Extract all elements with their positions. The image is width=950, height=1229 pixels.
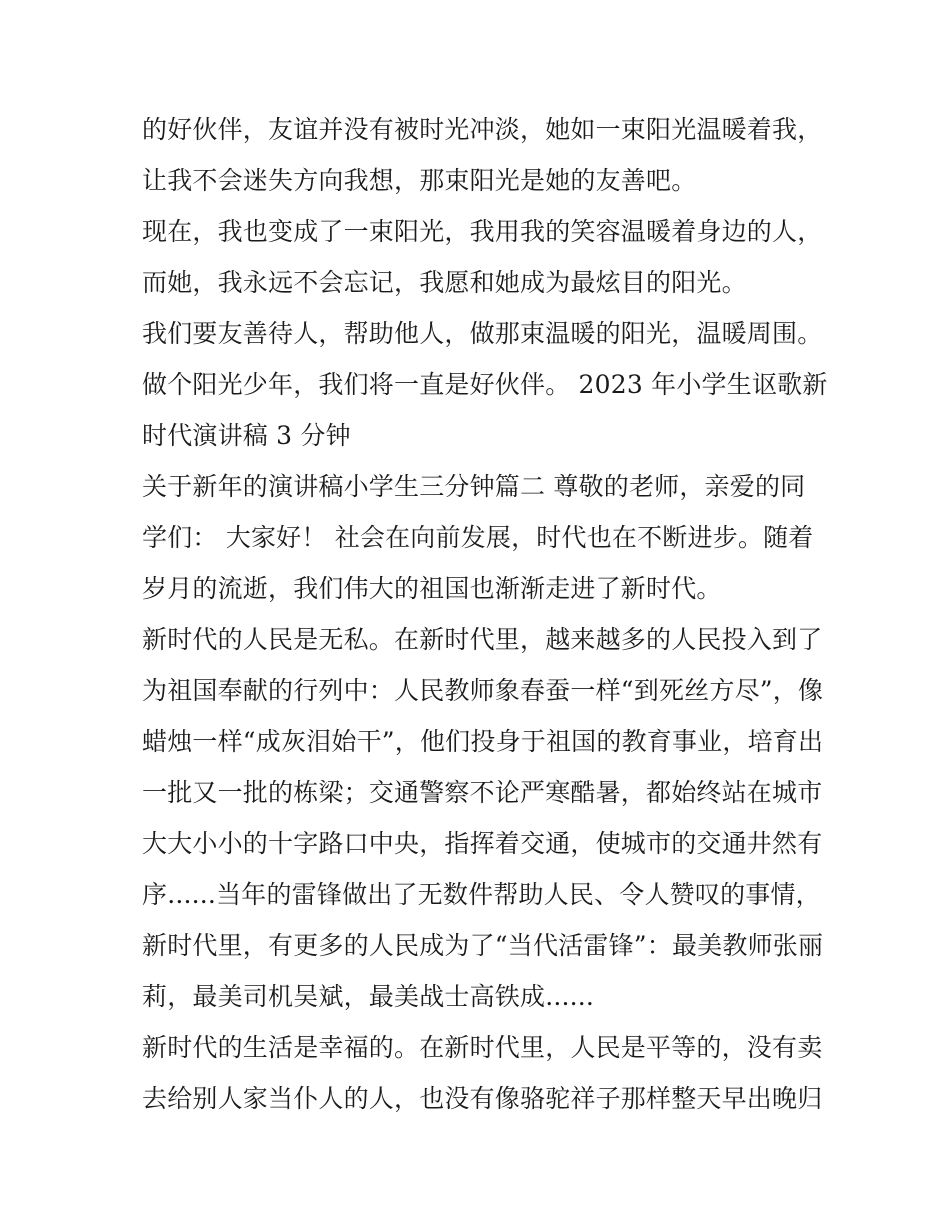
text-line: 大大小小的十字路口中央，指挥着交通，使城市的交通井然有 xyxy=(142,829,823,858)
text-line: 一批又一批的栋梁；交通警察不论严寒酷暑，都始终站在城市 xyxy=(142,778,823,807)
text-line: 我们要友善待人，帮助他人，做那束温暖的阳光，温暖周围。 xyxy=(142,319,823,348)
text-line: 关于新年的演讲稿小学生三分钟篇二 尊敬的老师，亲爱的同 xyxy=(142,472,806,501)
text-line: 序......当年的雷锋做出了无数件帮助人民、令人赞叹的事情， xyxy=(142,880,821,909)
text-line: 现在，我也变成了一束阳光，我用我的笑容温暖着身边的人， xyxy=(142,217,823,246)
text-line: 做个阳光少年，我们将一直是好伙伴。 2023 年小学生讴歌新 xyxy=(142,370,828,399)
text-line: 为祖国奉献的行列中：人民教师象春蚕一样“到死丝方尽”，像 xyxy=(142,676,824,705)
text-line: 蜡烛一样“成灰泪始干”，他们投身于祖国的教育事业，培育出 xyxy=(142,727,824,756)
text-line: 让我不会迷失方向我想，那束阳光是她的友善吧。 xyxy=(142,166,697,195)
text-line: 莉，最美司机吴斌，最美战士高铁成...... xyxy=(142,982,595,1011)
text-line: 时代演讲稿 3 分钟 xyxy=(142,421,351,450)
text-line: 新时代里，有更多的人民成为了“当代活雷锋”：最美教师张丽 xyxy=(142,931,824,960)
text-line: 岁月的流逝，我们伟大的祖国也渐渐走进了新时代。 xyxy=(142,574,722,603)
document-body xyxy=(142,104,828,1124)
text-line: 去给别人家当仆人的人，也没有像骆驼祥子那样整天早出晚归 xyxy=(142,1084,823,1113)
text-line: 学们： 大家好！ 社会在向前发展，时代也在不断进步。随着 xyxy=(142,523,814,552)
text-line: 新时代的人民是无私。在新时代里，越来越多的人民投入到了 xyxy=(142,625,823,654)
text-line: 新时代的生活是幸福的。在新时代里，人民是平等的，没有卖 xyxy=(142,1033,823,1062)
text-line: 的好伙伴，友谊并没有被时光冲淡，她如一束阳光温暖着我， xyxy=(142,115,823,144)
text-line: 而她，我永远不会忘记，我愿和她成为最炫目的阳光。 xyxy=(142,268,747,297)
